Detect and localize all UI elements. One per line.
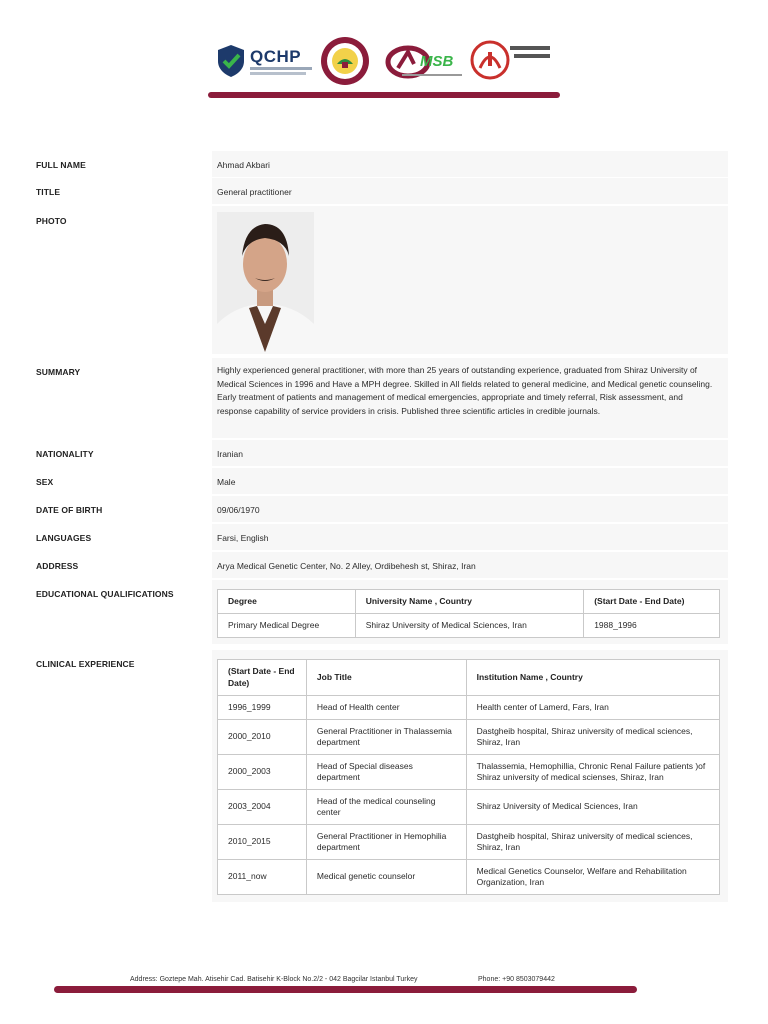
- education-header-row: [218, 590, 720, 614]
- table-cell: General Practitioner in Hemophilia department: [306, 825, 466, 860]
- table-cell: Medical genetic counselor: [306, 860, 466, 895]
- table-cell: 1996_1999: [218, 696, 307, 720]
- table-cell: Dastgheib hospital, Shiraz university of medical sciences, Shiraz, Iran: [466, 720, 719, 755]
- table-header: University Name , Country: [355, 590, 583, 614]
- dob-label: DATE OF BIRTH: [36, 505, 103, 515]
- sex-row: [212, 468, 728, 494]
- clinical-header-row: [218, 660, 720, 696]
- table-row: [218, 825, 720, 860]
- table-row: [218, 696, 720, 720]
- table-header: Job Title: [306, 660, 466, 696]
- table-cell: Health center of Lamerd, Fars, Iran: [466, 696, 719, 720]
- table-cell: Shiraz University of Medical Sciences, Iran: [466, 790, 719, 825]
- clinical-table: [217, 659, 720, 895]
- full-name-value: Ahmad Akbari: [217, 160, 270, 170]
- oman-ministry-logo: [470, 38, 554, 84]
- full-name-row: [212, 151, 728, 177]
- table-cell: Medical Genetics Counselor, Welfare and Rehabilitation Organization, Iran: [466, 860, 719, 895]
- summary-text: Highly experienced general practitioner, with more than 25 years of outstanding experience, graduated from Shiraz University of Medical Sciences in 1996 and Have a MPH degree. Skilled in All fields related to general medicine, and Medical genetic counseling. Early treatment of patients and management of medical emergencies, appropriate and timely referral, Risk assessment, and response capability of service providers in crisis. Published three scientific articles in credible journals.: [217, 365, 713, 416]
- qchp-logo: [216, 44, 312, 82]
- state-of-qatar-seal: [320, 36, 370, 86]
- dob-row: [212, 496, 728, 522]
- summary-label: SUMMARY: [36, 367, 81, 377]
- table-header: Institution Name , Country: [466, 660, 719, 696]
- nationality-label: NATIONALITY: [36, 449, 94, 459]
- address-label: ADDRESS: [36, 561, 79, 571]
- msb-logo: [384, 42, 470, 82]
- table-cell: General Practitioner in Thalassemia department: [306, 720, 466, 755]
- table-row: [218, 755, 720, 790]
- table-cell: 2010_2015: [218, 825, 307, 860]
- photo-label: PHOTO: [36, 216, 67, 226]
- table-cell: Primary Medical Degree: [218, 614, 356, 638]
- table-cell: Shiraz University of Medical Sciences, Iran: [355, 614, 583, 638]
- qchp-logo-text: QCHP: [250, 47, 302, 66]
- address-value: Arya Medical Genetic Center, No. 2 Alley, Ordibehesh st, Shiraz, Iran: [217, 561, 476, 571]
- sex-value: Male: [217, 477, 236, 487]
- table-cell: Dastgheib hospital, Shiraz university of medical sciences, Shiraz, Iran: [466, 825, 719, 860]
- table-header: (Start Date - End Date): [584, 590, 720, 614]
- table-cell: 2000_2010: [218, 720, 307, 755]
- title-label: TITLE: [36, 187, 61, 197]
- table-header: (Start Date - End Date): [218, 660, 307, 696]
- education-label: EDUCATIONAL QUALIFICATIONS: [36, 589, 174, 599]
- svg-text:MSB: MSB: [420, 53, 454, 70]
- profile-photo: [217, 212, 314, 352]
- sex-label: SEX: [36, 477, 54, 487]
- table-cell: Head of Special diseases department: [306, 755, 466, 790]
- table-cell: 2003_2004: [218, 790, 307, 825]
- table-row: [218, 614, 720, 638]
- clinical-label: CLINICAL EXPERIENCE: [36, 659, 135, 669]
- shield-check-icon: [216, 44, 246, 78]
- education-table: [217, 589, 720, 638]
- full-name-label: FULL NAME: [36, 160, 86, 170]
- languages-value: Farsi, English: [217, 533, 269, 543]
- header-logos: [214, 36, 554, 86]
- languages-row: [212, 524, 728, 550]
- footer-address: Address: Goztepe Mah. Atisehir Cad. Batisehir K-Block No.2/2 - 042 Bagcilar Istanbul Turkey: [130, 976, 418, 983]
- table-cell: 2000_2003: [218, 755, 307, 790]
- table-cell: 1988_1996: [584, 614, 720, 638]
- header-divider: [208, 92, 560, 98]
- dob-value: 09/06/1970: [217, 505, 260, 515]
- title-value: General practitioner: [217, 187, 292, 197]
- languages-label: LANGUAGES: [36, 533, 92, 543]
- nationality-row: [212, 440, 728, 466]
- table-cell: Head of Health center: [306, 696, 466, 720]
- table-cell: Thalassemia, Hemophillia, Chronic Renal Failure patients )of Shiraz university of medical scienses, Shiraz, Iran: [466, 755, 719, 790]
- footer-divider: [54, 986, 637, 993]
- table-header: Degree: [218, 590, 356, 614]
- table-row: [218, 790, 720, 825]
- footer-phone: Phone: +90 8503079442: [478, 976, 555, 983]
- table-cell: 2011_now: [218, 860, 307, 895]
- table-cell: Head of the medical counseling center: [306, 790, 466, 825]
- nationality-value: Iranian: [217, 449, 243, 459]
- table-row: [218, 860, 720, 895]
- table-row: [218, 720, 720, 755]
